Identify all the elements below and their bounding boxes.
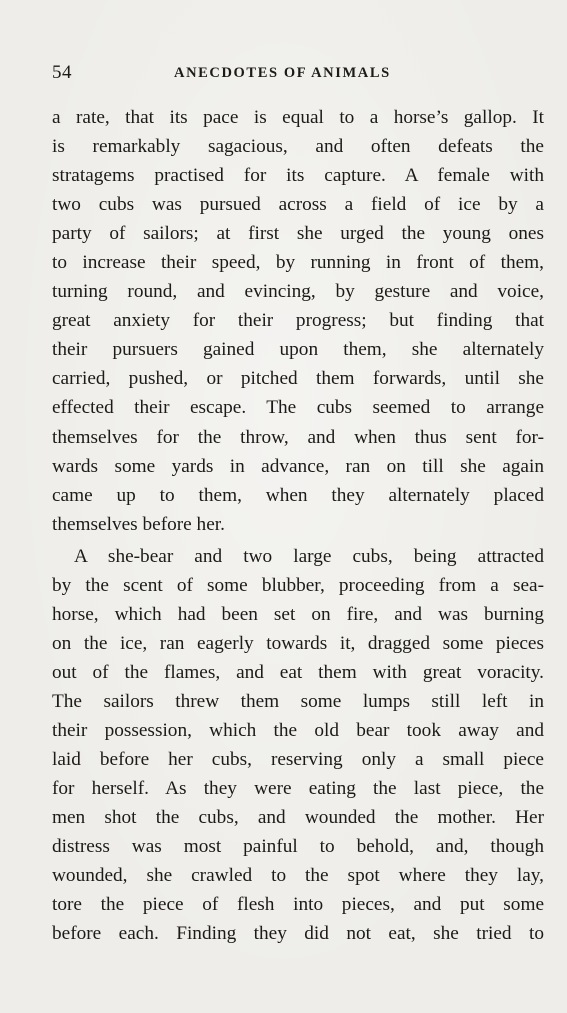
body-text [52,103,544,948]
page-header [52,62,522,92]
text-line: turning round, and evincing, by gesture and voice, [52,281,544,303]
text-line: on the ice, ran eagerly towards it, dragged some pieces [52,632,544,654]
text-line: The sailors threw them some lumps still left in [52,690,544,712]
text-line: their pursuers gained upon them, she alternately [52,339,544,361]
running-head: ANECDOTES OF ANIMALS [174,65,391,81]
text-line: to increase their speed, by running in front of them, [52,252,544,274]
text-line: wards some yards in advance, ran on till she again [52,455,544,477]
text-line: themselves for the throw, and when thus sent for- [52,426,544,448]
text-line: tore the piece of flesh into pieces, and put some [52,894,544,916]
paragraph-2 [52,542,544,949]
text-line: wounded, she crawled to the spot where they lay, [52,865,544,887]
text-line: laid before her cubs, reserving only a small piece [52,749,544,771]
text-line: before each. Finding they did not eat, she tried to [52,923,544,945]
text-line: by the scent of some blubber, proceeding from a sea- [52,574,544,596]
text-line: is remarkably sagacious, and often defeats the [52,136,544,158]
page-number: 54 [52,62,72,83]
text-line: carried, pushed, or pitched them forwards, until she [52,368,544,390]
text-line: came up to them, when they alternately placed [52,484,544,506]
paragraph-1 [52,103,544,539]
text-line: A she-bear and two large cubs, being attracted [74,545,544,567]
text-line: their possession, which the old bear took away and [52,719,544,741]
text-line: men shot the cubs, and wounded the mother. Her [52,807,544,829]
text-line: out of the flames, and eat them with great voracity. [52,661,544,683]
text-line: themselves before her. [52,513,225,535]
text-line: two cubs was pursued across a field of ice by a [52,194,544,216]
text-line: great anxiety for their progress; but finding that [52,310,544,332]
text-line: a rate, that its pace is equal to a horse’s gallop. It [52,107,544,128]
text-line: distress was most painful to behold, and, though [52,836,544,858]
text-line: party of sailors; at first she urged the young ones [52,223,544,245]
text-line: horse, which had been set on fire, and was burning [52,603,544,625]
text-line: effected their escape. The cubs seemed to arrange [52,397,544,419]
text-line: for herself. As they were eating the last piece, the [52,778,544,800]
text-line: stratagems practised for its capture. A female with [52,165,544,187]
